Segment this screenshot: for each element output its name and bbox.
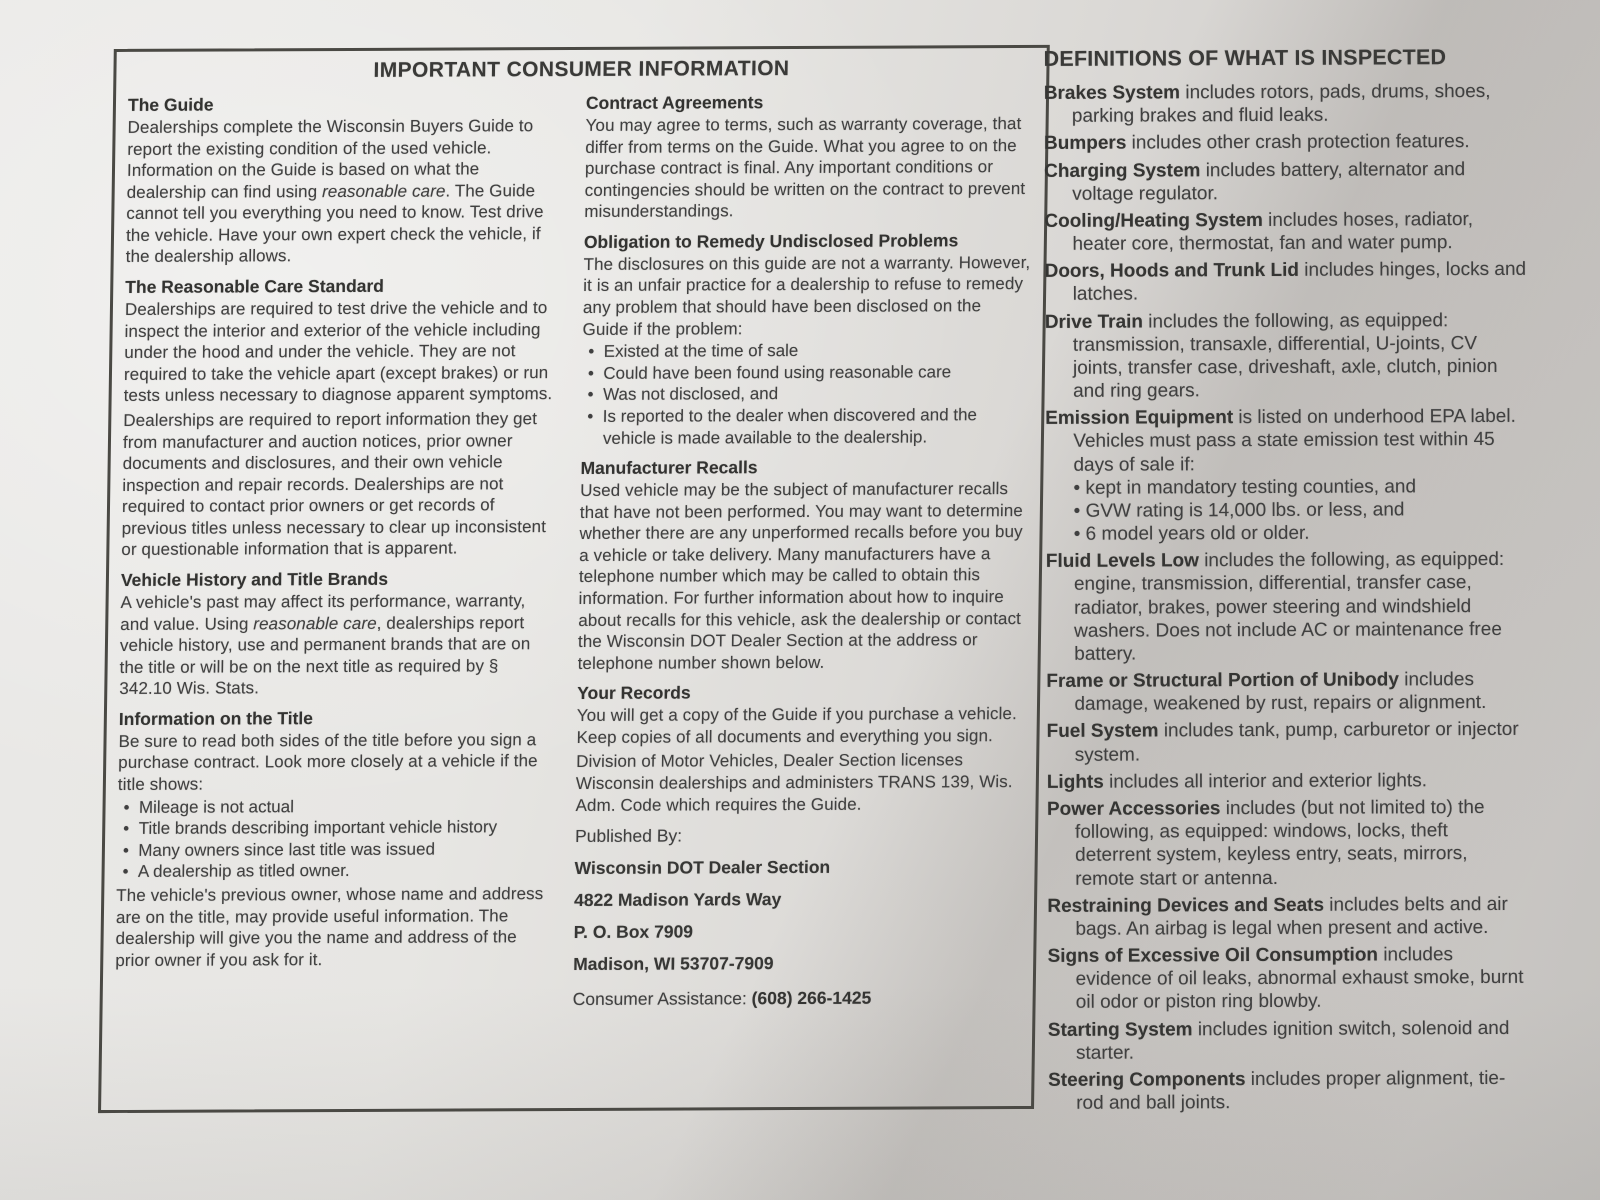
definition-starting-system: Starting System includes ignition switch, solenoid and starter. bbox=[1047, 1017, 1510, 1064]
definition-emission-text: Emission Equipment is listed on underhood EPA label. Vehicles must pass a state emission test within 45 days of sale if: bbox=[1045, 406, 1516, 476]
definition-frame-unibody: Frame or Structural Portion of Unibody includes damage, weakened by rust, repairs or alignment. bbox=[1046, 669, 1487, 716]
definition-cooling-heating-system: Cooling/Heating System includes hoses, radiator, heater core, thermostat, fan and water pump. bbox=[1044, 208, 1474, 255]
title-warning-list bbox=[116, 795, 553, 883]
definition-restraining-devices-seats: Restraining Devices and Seats includes belts and air bags. An airbag is legal when present and active. bbox=[1047, 893, 1508, 940]
consumer-assistance-line: Consumer Assistance: (608) 266-1425 bbox=[572, 987, 872, 1010]
paragraph-title-info-outro: The vehicle's previous owner, whose name and address are on the title, may provide useful information. The dealership will give you the name and address of the prior owner if you ask for it. bbox=[115, 884, 544, 970]
definitions-column bbox=[1044, 45, 1531, 1119]
paragraph-vehicle-history: A vehicle's past may affect its performance, warranty, and value. Using reasonable care, dealerships report vehicle history, use and permanent brands that are on the title or will be on the next title as required by § 342.10 Wis. Stats. bbox=[119, 591, 531, 699]
paragraph-reasonable-care-1: Dealerships are required to test drive the vehicle and to inspect the interior and exterior of the vehicle including under the hood and under the vehicle. They are not required to take the vehicle apart (except brakes) or run tests unless necessary to diagnose apparent symptoms. bbox=[123, 298, 553, 406]
paragraph-the-guide: Dealerships complete the Wisconsin Buyers Guide to report the existing condition of the used vehicle. Information on the Guide is based on what the dealership can find using reasonable care. The Guide cannot tell you everything you need to know. Test drive the vehicle. Have your own expert check the vehicle, if the dealership allows. bbox=[125, 116, 544, 267]
list-item: • Mileage is not actual bbox=[123, 795, 553, 818]
list-item: • kept in mandatory testing counties, and bbox=[1073, 475, 1527, 500]
emission-conditions-list bbox=[1073, 475, 1527, 546]
paragraph-reasonable-care-2: Dealerships are required to report information they get from manufacturer and auction notices, prior owner documents and disclosures, and their own vehicle inspection and repair records. Dealerships are not required to contact prior owners or get records of previous titles unless necessary to clear up inconsistent or questionable information that is apparent. bbox=[121, 409, 547, 560]
list-item: • Title brands describing important vehicle history bbox=[123, 816, 553, 839]
section-heading-reasonable-care: The Reasonable Care Standard bbox=[125, 275, 385, 297]
list-item: • Was not disclosed, and bbox=[587, 382, 1029, 406]
paragraph-obligation-intro: The disclosures on this guide are not a warranty. However, it is an unfair practice for a dealership to refuse to remedy any problem that should have been disclosed on the Guide if the problem: bbox=[582, 252, 1031, 339]
definition-doors-hoods-trunk-lid: Doors, Hoods and Trunk Lid includes hinges, locks and latches. bbox=[1044, 259, 1527, 306]
definition-bumpers: Bumpers includes other crash protection features. bbox=[1043, 131, 1470, 155]
publisher-po-box: P. O. Box 7909 bbox=[573, 921, 694, 943]
column-left bbox=[114, 84, 564, 1030]
list-item: • A dealership as titled owner. bbox=[122, 859, 552, 882]
paragraph-contract: You may agree to terms, such as warranty coverage, that differ from terms on the Guide. What you agree to on the purchase contract is final. Any important conditions or contingencies should be written on the contract to prevent misunderstandings. bbox=[584, 114, 1026, 222]
definition-fluid-levels-low: Fluid Levels Low includes the following, as equipped: engine, transmission, differential, transfer case, radiator, brakes, power steering and windshield washers. Does not include AC or maintenance free battery. bbox=[1045, 549, 1505, 665]
definition-drive-train: Drive Train includes the following, as equipped: transmission, transaxle, differential, U-joints, CV joints, transfer case, driveshaft, axle, clutch, pinion and ring gears. bbox=[1044, 309, 1498, 402]
list-item: • Existed at the time of sale bbox=[588, 339, 1030, 363]
publisher-street: 4822 Madison Yards Way bbox=[573, 889, 782, 911]
consumer-information-box bbox=[98, 45, 1050, 1113]
definitions-heading: DEFINITIONS OF WHAT IS INSPECTED bbox=[1043, 45, 1447, 71]
paragraph-title-info-intro: Be sure to read both sides of the title before you sign a purchase contract. Look more closely at a vehicle if the title shows: bbox=[117, 730, 538, 795]
section-heading-your-records: Your Records bbox=[577, 682, 691, 704]
box-columns bbox=[114, 82, 1034, 1030]
definition-fuel-system: Fuel System includes tank, pump, carburetor or injector system. bbox=[1046, 719, 1519, 766]
paragraph-your-records-1: You will get a copy of the Guide if you purchase a vehicle. Keep copies of all documents and everything you sign. bbox=[576, 704, 1017, 747]
definition-emission-equipment bbox=[1045, 405, 1528, 546]
publisher-name: Wisconsin DOT Dealer Section bbox=[574, 857, 831, 879]
section-heading-obligation: Obligation to Remedy Undisclosed Problems bbox=[583, 230, 959, 252]
section-heading-title-info: Information on the Title bbox=[118, 708, 314, 729]
published-by-label: Published By: bbox=[574, 825, 683, 847]
list-item: • 6 model years old or older. bbox=[1074, 521, 1528, 546]
obligation-list bbox=[581, 339, 1031, 449]
definition-brakes-system: Brakes System includes rotors, pads, drums, shoes, parking brakes and fluid leaks. bbox=[1043, 80, 1491, 127]
list-item: • Many owners since last title was issued bbox=[123, 838, 553, 861]
section-heading-contract: Contract Agreements bbox=[585, 92, 764, 113]
definition-power-accessories: Power Accessories includes (but not limited to) the following, as equipped: windows, locks, theft deterrent system, keyless entry, seats, mirrors, remote start or antenna. bbox=[1046, 796, 1485, 890]
paragraph-your-records-2: Division of Motor Vehicles, Dealer Section licenses Wisconsin dealerships and administers TRANS 139, Wis. Adm. Code which requires the Guide. bbox=[575, 750, 1013, 815]
definition-oil-consumption: Signs of Excessive Oil Consumption includes evidence of oil leaks, abnormal exhaust smoke, burnt oil odor or piston ring blowby. bbox=[1047, 944, 1524, 1014]
list-item: • Could have been found using reasonable care bbox=[588, 361, 1030, 385]
publisher-city-state-zip: Madison, WI 53707-7909 bbox=[573, 953, 774, 975]
paragraph-recalls: Used vehicle may be the subject of manufacturer recalls that have not been performed. You may want to determine whether there are any unperformed recalls before you buy a vehicle or take delivery. Many manufacturers have a telephone number which may be called to obtain this information. For further information about how to inquire about recalls for this vehicle, ask the dealership or contact the Wisconsin DOT Dealer Section at the address or telephone number shown below. bbox=[577, 479, 1024, 673]
definition-steering-components: Steering Components includes proper alignment, tie-rod and ball joints. bbox=[1048, 1067, 1506, 1114]
definition-lights: Lights includes all interior and exterior lights. bbox=[1046, 770, 1428, 793]
definition-charging-system: Charging System includes battery, alternator and voltage regulator. bbox=[1044, 158, 1466, 205]
column-middle bbox=[572, 82, 1034, 1028]
box-title: IMPORTANT CONSUMER INFORMATION bbox=[373, 57, 790, 82]
section-heading-the-guide: The Guide bbox=[127, 94, 214, 115]
section-heading-recalls: Manufacturer Recalls bbox=[580, 457, 758, 479]
list-item: • GVW rating is 14,000 lbs. or less, and bbox=[1074, 498, 1528, 523]
list-item: • Is reported to the dealer when discovered and the vehicle is made available to the dealership. bbox=[587, 404, 1030, 449]
section-heading-vehicle-history: Vehicle History and Title Brands bbox=[120, 568, 389, 590]
publisher-address-block bbox=[573, 856, 1023, 975]
